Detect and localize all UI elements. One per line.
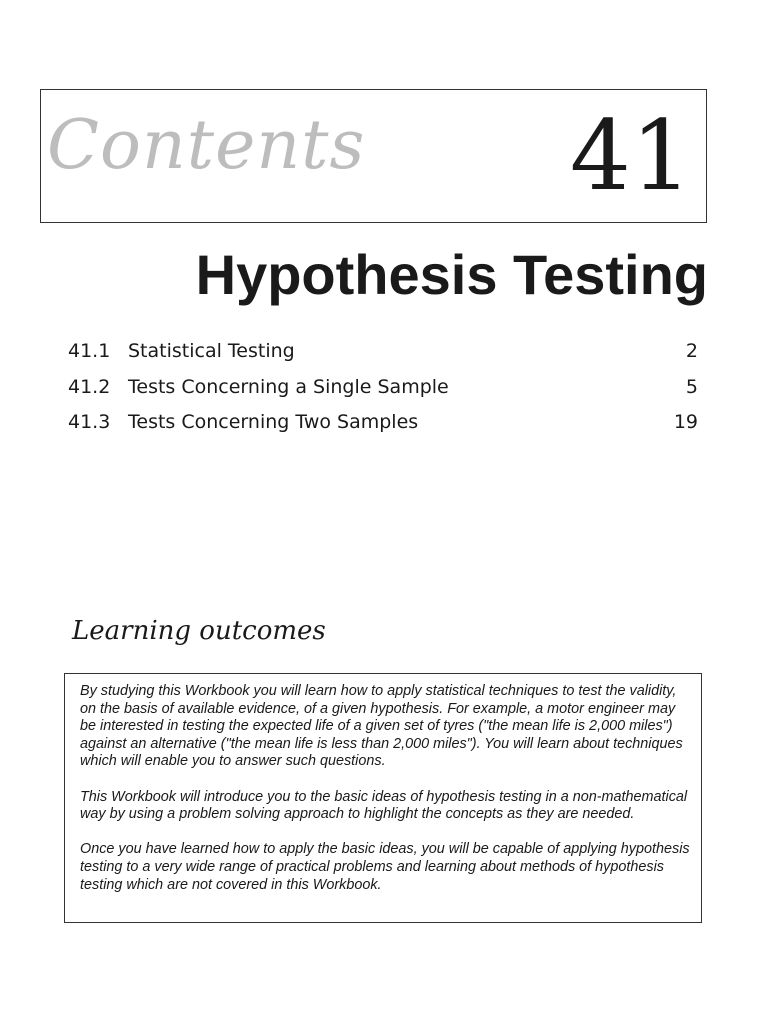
toc-entry-page: 19 — [673, 411, 698, 433]
chapter-number: 41 — [569, 100, 692, 212]
table-of-contents — [68, 340, 698, 447]
toc-entry[interactable] — [68, 411, 698, 447]
toc-entry-title: Statistical Testing — [128, 340, 295, 362]
toc-entry[interactable] — [68, 340, 698, 376]
toc-entry[interactable] — [68, 376, 698, 412]
toc-entry-number: 41.3 — [68, 411, 111, 433]
learning-outcomes-paragraph: This Workbook will introduce you to the basic ideas of hypothesis testing in a non-mathematical way by using a problem solving approach to highlight the concepts as they are needed. — [80, 788, 688, 823]
chapter-title: Hypothesis Testing — [195, 243, 708, 306]
toc-entry-title: Tests Concerning Two Samples — [128, 411, 419, 433]
learning-outcomes-paragraph: Once you have learned how to apply the basic ideas, you will be capable of applying hypothesis testing to a very wide range of practical problems and learning about methods of hypothesis testing which are not covered in this Workbook. — [80, 841, 690, 893]
contents-label: Contents — [47, 106, 366, 185]
toc-entry-number: 41.2 — [68, 375, 111, 398]
toc-entry-page: 2 — [685, 340, 698, 362]
toc-entry-number: 41.1 — [68, 340, 111, 362]
chapter-header-box — [40, 89, 707, 223]
learning-outcomes-box — [64, 673, 702, 923]
toc-entry-page: 5 — [685, 375, 698, 398]
toc-entry-title: Tests Concerning a Single Sample — [128, 375, 449, 398]
learning-outcomes-paragraph: By studying this Workbook you will learn how to apply statistical techniques to test the validity, on the basis of available evidence, of a given hypothesis. For example, a motor engineer may be interested in testing the expected life of a given set of tyres ("the mean life is 2,000 miles") against an alternative ("the mean life is less than 2,000 miles"). You will learn about techniques which will enable you to answer such questions. — [80, 683, 683, 770]
learning-outcomes-heading: Learning outcomes — [72, 616, 326, 646]
